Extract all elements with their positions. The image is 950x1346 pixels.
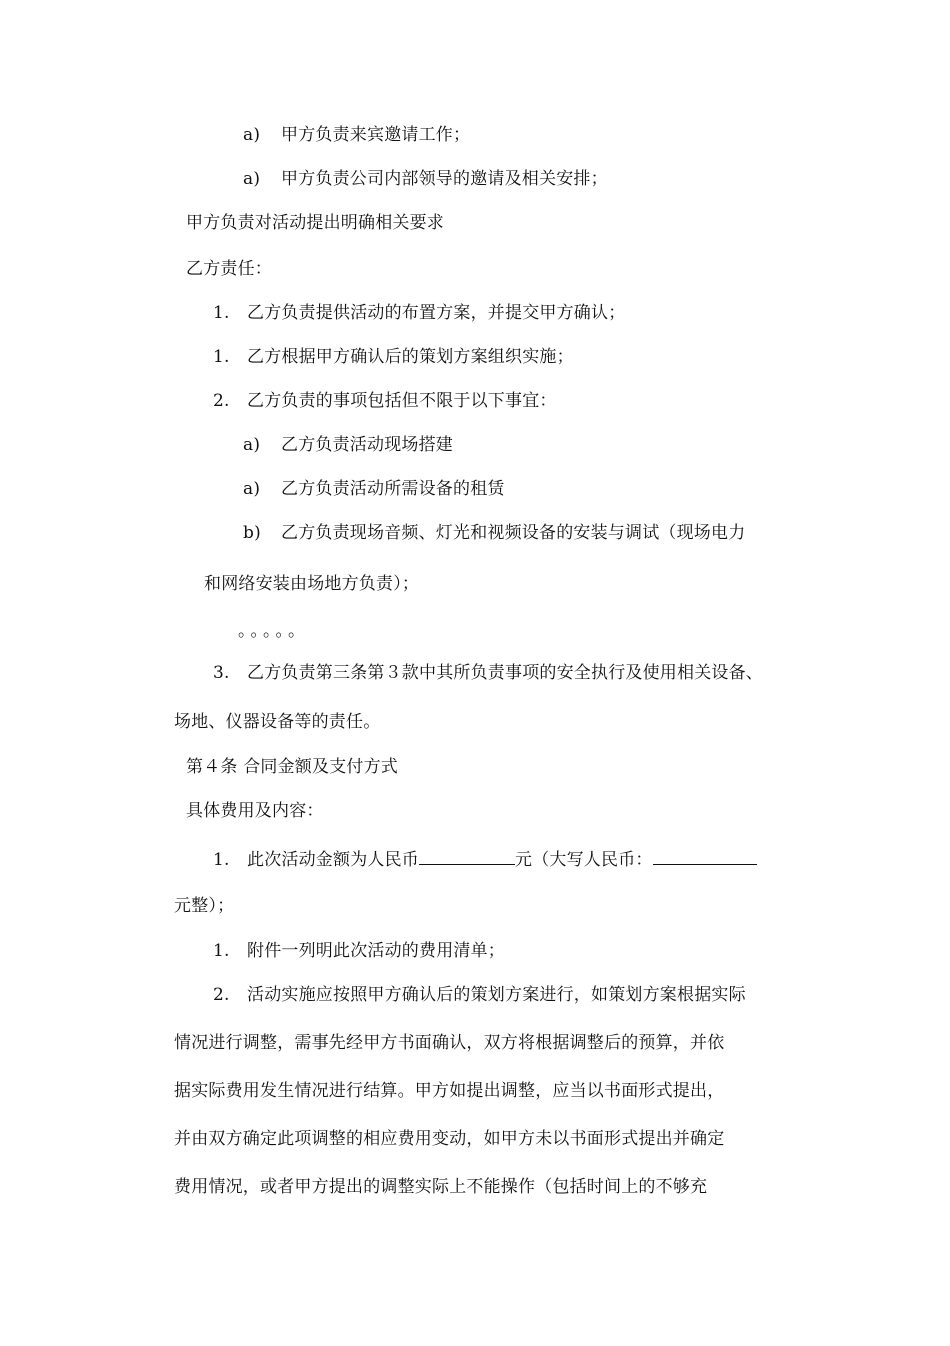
list-item bbox=[243, 522, 745, 544]
heading-text: 乙方责任： bbox=[186, 259, 272, 279]
list-marker: 1. bbox=[213, 941, 230, 961]
list-item bbox=[213, 984, 746, 1006]
paragraph-line bbox=[174, 1128, 724, 1150]
amount-uppercase-blank-field bbox=[653, 846, 757, 865]
list-marker: a) bbox=[243, 125, 261, 145]
paragraph-text: 和网络安装由场地方负责）； bbox=[204, 574, 420, 594]
list-item bbox=[213, 940, 505, 962]
list-marker: 1. bbox=[213, 347, 230, 367]
paragraph-text: 甲方负责对活动提出明确相关要求 bbox=[186, 213, 444, 233]
paragraph-text: 情况进行调整，需事先经甲方书面确认，双方将根据调整后的预算，并依 bbox=[174, 1033, 725, 1053]
ellipsis-text: 。。。。。 bbox=[238, 621, 309, 641]
list-item-text: 甲方负责来宾邀请工作； bbox=[281, 125, 471, 145]
heading-text: 第４条 合同金额及支付方式 bbox=[186, 757, 399, 777]
list-item-text: 乙方负责活动所需设备的租赁 bbox=[281, 479, 505, 499]
list-item bbox=[243, 434, 453, 456]
list-marker: a) bbox=[243, 435, 261, 455]
article-heading bbox=[186, 756, 398, 778]
paragraph-text: 费用情况，或者甲方提出的调整实际上不能操作（包括时间上的不够充 bbox=[174, 1177, 708, 1197]
amount-uppercase-label: 元（大写人民币： bbox=[515, 850, 653, 870]
paragraph-line bbox=[174, 1032, 724, 1054]
ellipsis-line bbox=[238, 620, 309, 642]
paragraph-text: 并由双方确定此项调整的相应费用变动，如甲方未以书面形式提出并确定 bbox=[174, 1129, 725, 1149]
paragraph-line bbox=[174, 895, 234, 917]
amount-blank-field bbox=[419, 846, 515, 865]
paragraph-line bbox=[186, 800, 324, 822]
list-item-text: 乙方负责的事项包括但不限于以下事宜： bbox=[247, 391, 557, 411]
paragraph-line bbox=[186, 212, 444, 234]
list-marker: a) bbox=[243, 479, 261, 499]
list-item bbox=[213, 346, 574, 368]
section-heading bbox=[186, 258, 272, 280]
list-item bbox=[213, 390, 557, 412]
list-marker: b) bbox=[243, 523, 261, 543]
list-marker: a) bbox=[243, 169, 261, 189]
paragraph-line bbox=[174, 1176, 707, 1198]
list-item-text: 甲方负责公司内部领导的邀请及相关安排； bbox=[281, 169, 608, 189]
paragraph-line bbox=[204, 573, 419, 595]
list-marker: 1. bbox=[213, 850, 230, 870]
list-item bbox=[213, 846, 757, 871]
list-item bbox=[243, 124, 470, 146]
list-item-text: 乙方负责现场音频、灯光和视频设备的安装与调试（现场电力 bbox=[281, 523, 746, 543]
list-item bbox=[243, 168, 608, 190]
amount-label: 此次活动金额为人民币 bbox=[247, 850, 419, 870]
paragraph-text: 元整）； bbox=[174, 896, 235, 916]
list-marker: 1. bbox=[213, 303, 230, 323]
list-item-text: 活动实施应按照甲方确认后的策划方案进行，如策划方案根据实际 bbox=[247, 985, 746, 1005]
list-item-text: 乙方负责第三条第３款中其所负责事项的安全执行及使用相关设备、 bbox=[247, 663, 763, 683]
list-item bbox=[213, 302, 625, 324]
list-item bbox=[243, 478, 505, 500]
list-marker: 2. bbox=[213, 985, 230, 1005]
list-item-text: 乙方负责提供活动的布置方案，并提交甲方确认； bbox=[247, 303, 626, 323]
list-item bbox=[213, 662, 763, 684]
paragraph-text: 场地、仪器设备等的责任。 bbox=[174, 712, 381, 732]
paragraph-text: 据实际费用发生情况进行结算。甲方如提出调整，应当以书面形式提出， bbox=[174, 1081, 725, 1101]
paragraph-line bbox=[174, 711, 380, 733]
list-marker: 3. bbox=[213, 663, 230, 683]
paragraph-text: 具体费用及内容： bbox=[186, 801, 324, 821]
list-marker: 2. bbox=[213, 391, 230, 411]
list-item-text: 乙方根据甲方确认后的策划方案组织实施； bbox=[247, 347, 574, 367]
paragraph-line bbox=[174, 1080, 724, 1102]
list-item-text: 乙方负责活动现场搭建 bbox=[281, 435, 453, 455]
list-item-text: 附件一列明此次活动的费用清单； bbox=[247, 941, 505, 961]
